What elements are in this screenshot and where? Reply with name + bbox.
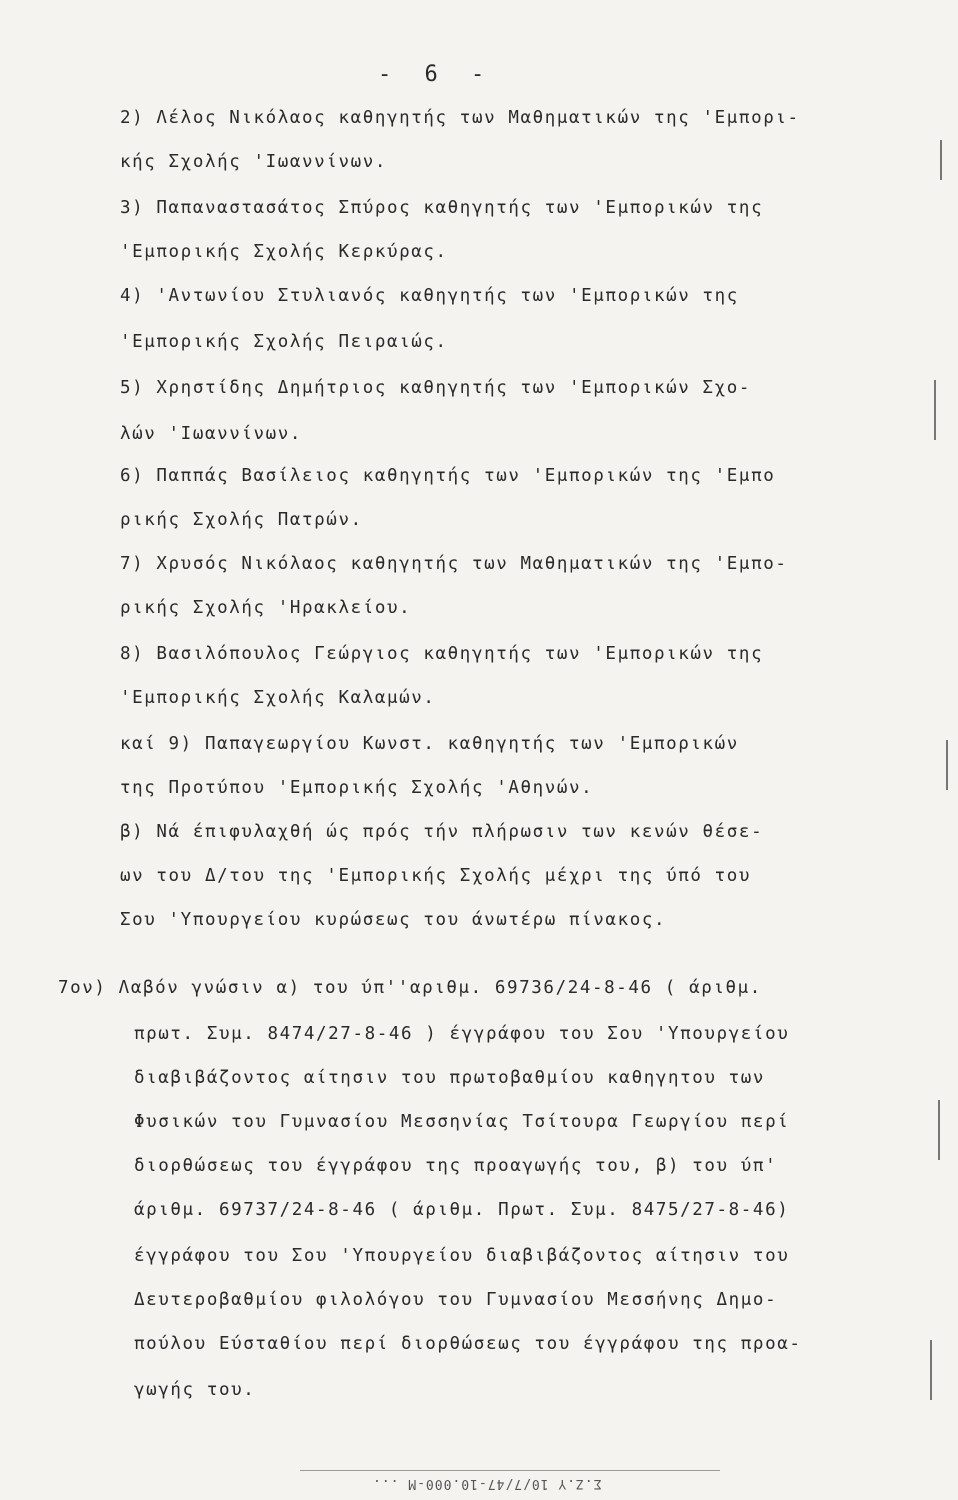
text-line: 4) 'Αντωνίου Στυλιανός καθηγητής των 'Εμπορικών της [120,286,739,306]
margin-mark [946,740,948,790]
text-line: 'Εμπορικής Σχολής Κερκύρας. [120,242,448,262]
text-line: κής Σχολής 'Ιωαννίνων. [120,152,387,172]
text-line: Σου 'Υπουργείου κυρώσεως του άνωτέρω πίνακος. [120,910,667,930]
text-line: 5) Χρηστίδης Δημήτριος καθηγητής των 'Εμπορικών Σχο- [120,378,752,398]
text-line: διορθώσεως του έγγράφου της προαγωγής του, β) του ύπ' [134,1156,778,1176]
footer-rule [300,1470,720,1471]
text-line: β) Νά έπιφυλαχθή ώς πρός τήν πλήρωσιν των κενών θέσε- [120,822,764,842]
text-line: 7ον) Λαβόν γνώσιν α) του ύπ''αριθμ. 69736/24-8-46 ( άριθμ. [58,978,762,998]
text-line: ων του Δ/του της 'Εμπορικής Σχολής μέχρι της ύπό του [120,866,752,886]
text-line: 7) Χρυσός Νικόλαος καθηγητής των Μαθηματικών της 'Εμπο- [120,554,788,574]
text-line: γωγής του. [134,1380,256,1400]
page-number: - 6 - [378,62,495,87]
text-line: λών 'Ιωαννίνων. [120,424,303,444]
margin-mark [930,1340,932,1400]
text-line: πρωτ. Συμ. 8474/27-8-46 ) έγγράφου του Σου 'Υπουργείου [134,1024,790,1044]
text-line: έγγράφου του Σου 'Υπουργείου διαβιβάζοντος αίτησιν του [134,1246,790,1266]
text-line: άριθμ. 69737/24-8-46 ( άριθμ. Πρωτ. Συμ. 8475/27-8-46) [134,1200,790,1220]
text-line: διαβιβάζοντος αίτησιν του πρωτοβαθμίου καθηγητου των [134,1068,766,1088]
text-line: 'Εμπορικής Σχολής Καλαμών. [120,688,436,708]
text-line: 'Εμπορικής Σχολής Πειραιώς. [120,332,448,352]
text-line: 6) Παππάς Βασίλειος καθηγητής των 'Εμπορικών της 'Εμπο [120,466,776,486]
text-line: ρικής Σχολής Πατρών. [120,510,363,530]
text-line: 8) Βασιλόπουλος Γεώργιος καθηγητής των 'Εμπορικών της [120,644,764,664]
text-line: 3) Παπαναστασάτος Σπύρος καθηγητής των 'Εμπορικών της [120,198,764,218]
margin-mark [938,1100,940,1160]
text-line: καί 9) Παπαγεωργίου Κωνστ. καθηγητής των 'Εμπορικών [120,734,739,754]
text-line: Δευτεροβαθμίου φιλολόγου του Γυμνασίου Μεσσήνης Δημο- [134,1290,778,1310]
margin-mark [934,380,936,440]
printer-footer: Σ.Ζ.Υ 10/7/47-10.000-M ... [372,1476,602,1491]
text-line: πούλου Εύσταθίου περί διορθώσεως του έγγράφου της προα- [134,1334,802,1354]
text-line: ρικής Σχολής 'Ηρακλείου. [120,598,412,618]
margin-mark [940,140,942,180]
text-line: 2) Λέλος Νικόλαος καθηγητής των Μαθηματικών της 'Εμπορι- [120,108,800,128]
text-line: Φυσικών του Γυμνασίου Μεσσηνίας Τσίτουρα Γεωργίου περί [134,1112,790,1132]
text-line: της Προτύπου 'Εμπορικής Σχολής 'Αθηνών. [120,778,594,798]
